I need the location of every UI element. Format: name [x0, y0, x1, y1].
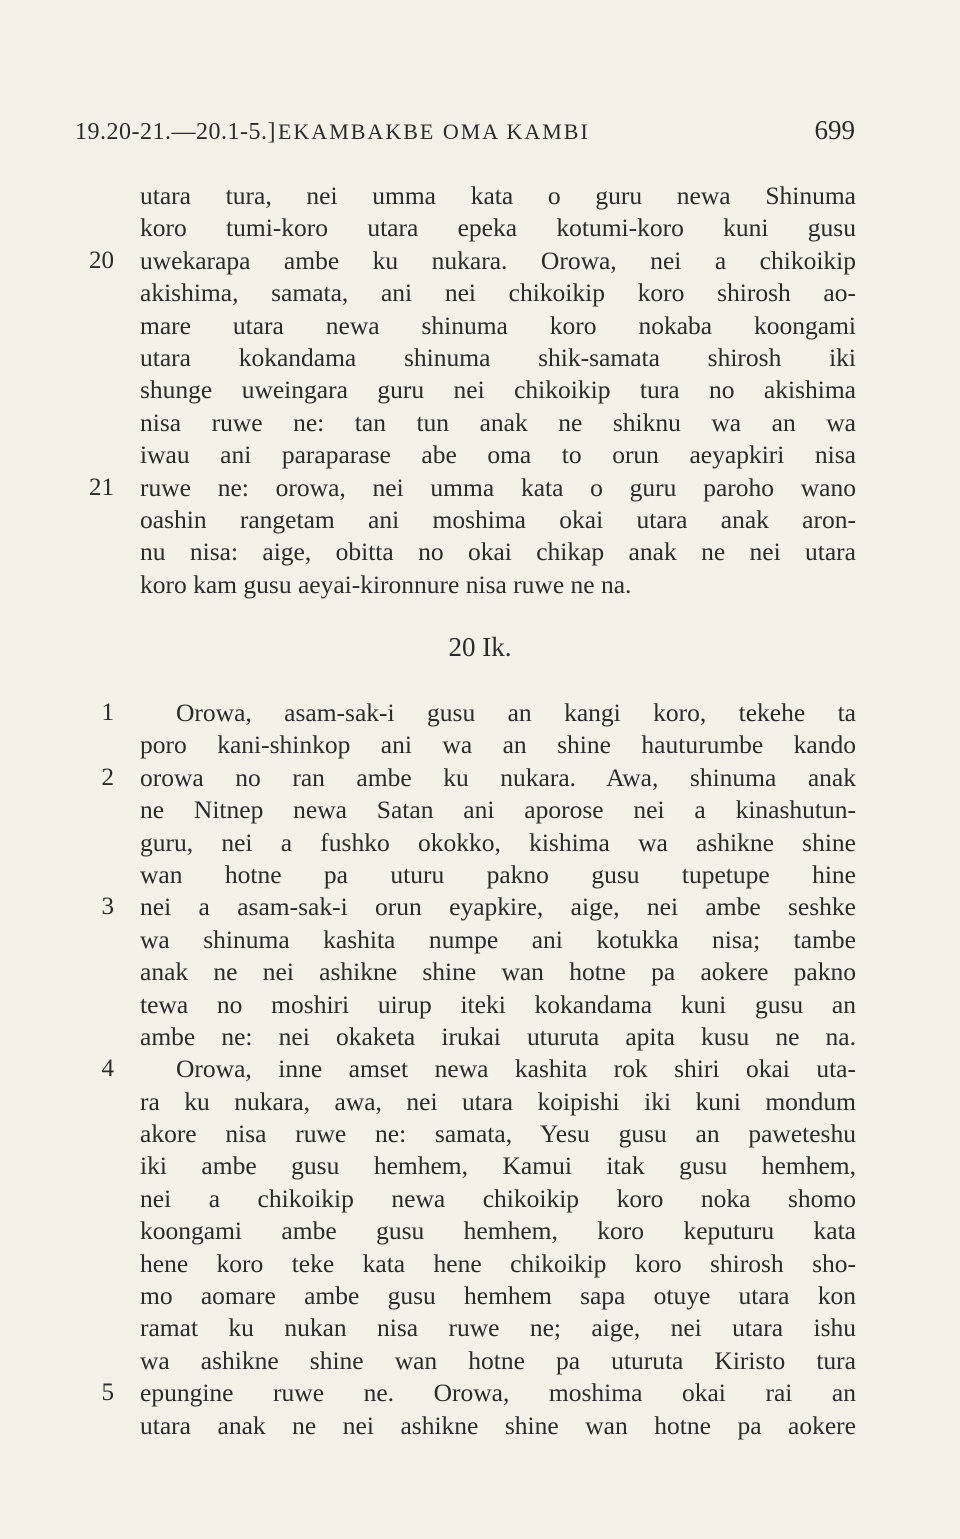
- line-text: poro kani-shinkop ani wa an shine hauturumbe kando: [140, 730, 856, 760]
- text-line: [140, 407, 856, 439]
- text-line: [89, 472, 856, 504]
- text-line: [140, 1312, 856, 1344]
- verse-number: 4: [101, 1055, 114, 1083]
- line-text: nei a chikoikip newa chikoikip koro noka shomo: [140, 1183, 856, 1213]
- text-line: [140, 729, 856, 761]
- line-text: shunge uweingara guru nei chikoikip tura no akishima: [140, 375, 856, 405]
- text-line: [140, 310, 856, 342]
- line-text: oashin rangetam ani moshima okai utara anak aron-: [140, 504, 856, 534]
- text-line: [140, 1280, 856, 1312]
- text-line: [101, 762, 856, 794]
- line-text: wa shinuma kashita numpe ani kotukka nisa; tambe: [140, 924, 856, 954]
- text-line: [140, 536, 856, 568]
- running-title: EKAMBAKBE OMA KAMBI: [277, 119, 590, 144]
- line-text: uwekarapa ambe ku nukara. Orowa, nei a chikoikip: [140, 245, 856, 275]
- text-line: [140, 1410, 856, 1442]
- text-line: [89, 245, 856, 277]
- line-text: utara anak ne nei ashikne shine wan hotne pa aokere: [140, 1410, 856, 1440]
- text-line: [140, 827, 856, 859]
- text-line: [140, 569, 856, 601]
- line-text: ra ku nukara, awa, nei utara koipishi iki kuni mondum: [140, 1086, 856, 1116]
- running-header: [75, 115, 855, 151]
- verse-number: 20: [89, 246, 114, 274]
- chapter-heading: 20 Ik.: [448, 632, 512, 662]
- line-text: koro kam gusu aeyai-kironnure nisa ruwe ne na.: [140, 569, 632, 599]
- text-line: [140, 1021, 856, 1053]
- line-text: guru, nei a fushko okokko, kishima wa ashikne shine: [140, 827, 856, 857]
- text-line: [140, 794, 856, 826]
- line-text: orowa no ran ambe ku nukara. Awa, shinuma anak: [140, 762, 856, 792]
- line-text: utara tura, nei umma kata o guru newa Shinuma: [140, 181, 856, 210]
- line-text: Orowa, asam-sak-i gusu an kangi koro, tekehe ta: [176, 698, 856, 727]
- verse-number: 2: [101, 763, 114, 791]
- text-line: [140, 859, 856, 891]
- text-line: [140, 180, 856, 212]
- text-line: [140, 1248, 856, 1280]
- line-text: Orowa, inne amset newa kashita rok shiri okai uta-: [176, 1054, 856, 1084]
- page-number: 699: [814, 115, 855, 145]
- line-text: iki ambe gusu hemhem, Kamui itak gusu hemhem,: [140, 1151, 856, 1181]
- line-text: nu nisa: aige, obitta no okai chikap anak ne nei utara: [140, 537, 856, 567]
- line-text: ne Nitnep newa Satan ani aporose nei a kinashutun-: [140, 795, 856, 825]
- text-line: [140, 439, 856, 471]
- line-text: wa ashikne shine wan hotne pa uturuta Kiristo tura: [140, 1345, 856, 1375]
- line-text: wan hotne pa uturu pakno gusu tupetupe hine: [140, 859, 856, 889]
- text-line: [140, 1183, 856, 1215]
- line-text: iwau ani paraparase abe oma to orun aeyapkiri nisa: [140, 440, 856, 470]
- line-text: epungine ruwe ne. Orowa, moshima okai rai an: [140, 1378, 856, 1408]
- text-line: [101, 697, 856, 729]
- text-line: [140, 342, 856, 374]
- verse-range-reference: 19.20-21.—20.1-5.]: [75, 119, 276, 145]
- text-line: [101, 1053, 856, 1085]
- text-line: [140, 924, 856, 956]
- text-line: [101, 891, 856, 923]
- verse-number: 1: [101, 699, 114, 726]
- text-line: [140, 277, 856, 309]
- verse-number: 5: [101, 1379, 114, 1407]
- text-block-chapter-19-end: [89, 180, 856, 601]
- verse-number: 3: [101, 893, 114, 921]
- verse-number: 21: [89, 473, 114, 501]
- text-line: [140, 989, 856, 1021]
- line-text: akishima, samata, ani nei chikoikip koro shirosh ao-: [140, 278, 856, 308]
- line-text: nei a asam-sak-i orun eyapkire, aige, nei ambe seshke: [140, 892, 856, 922]
- text-line: [140, 1215, 856, 1247]
- text-line: [140, 1150, 856, 1182]
- line-text: ambe ne: nei okaketa irukai uturuta apita kusu ne na.: [140, 1021, 856, 1051]
- text-line: [140, 1086, 856, 1118]
- text-line: [140, 504, 856, 536]
- line-text: tewa no moshiri uirup iteki kokandama kuni gusu an: [140, 989, 856, 1019]
- line-text: ramat ku nukan nisa ruwe ne; aige, nei utara ishu: [140, 1313, 856, 1343]
- text-line: [140, 1118, 856, 1150]
- line-text: anak ne nei ashikne shine wan hotne pa aokere pakno: [140, 957, 856, 987]
- line-text: mare utara newa shinuma koro nokaba koongami: [140, 310, 856, 340]
- text-line: [140, 956, 856, 988]
- text-line: [140, 212, 856, 244]
- text-block-chapter-20: [101, 697, 856, 1442]
- line-text: koongami ambe gusu hemhem, koro keputuru kata: [140, 1216, 856, 1246]
- line-text: utara kokandama shinuma shik-samata shirosh iki: [140, 342, 856, 372]
- text-line: [101, 1377, 856, 1409]
- line-text: ruwe ne: orowa, nei umma kata o guru paroho wano: [140, 472, 856, 502]
- line-text: mo aomare ambe gusu hemhem sapa otuye utara kon: [140, 1281, 856, 1311]
- text-line: [140, 374, 856, 406]
- line-text: koro tumi-koro utara epeka kotumi-koro kuni gusu: [140, 213, 856, 243]
- line-text: hene koro teke kata hene chikoikip koro shirosh sho-: [140, 1248, 856, 1278]
- line-text: akore nisa ruwe ne: samata, Yesu gusu an paweteshu: [140, 1119, 856, 1149]
- line-text: nisa ruwe ne: tan tun anak ne shiknu wa an wa: [140, 407, 856, 437]
- text-line: [140, 1345, 856, 1377]
